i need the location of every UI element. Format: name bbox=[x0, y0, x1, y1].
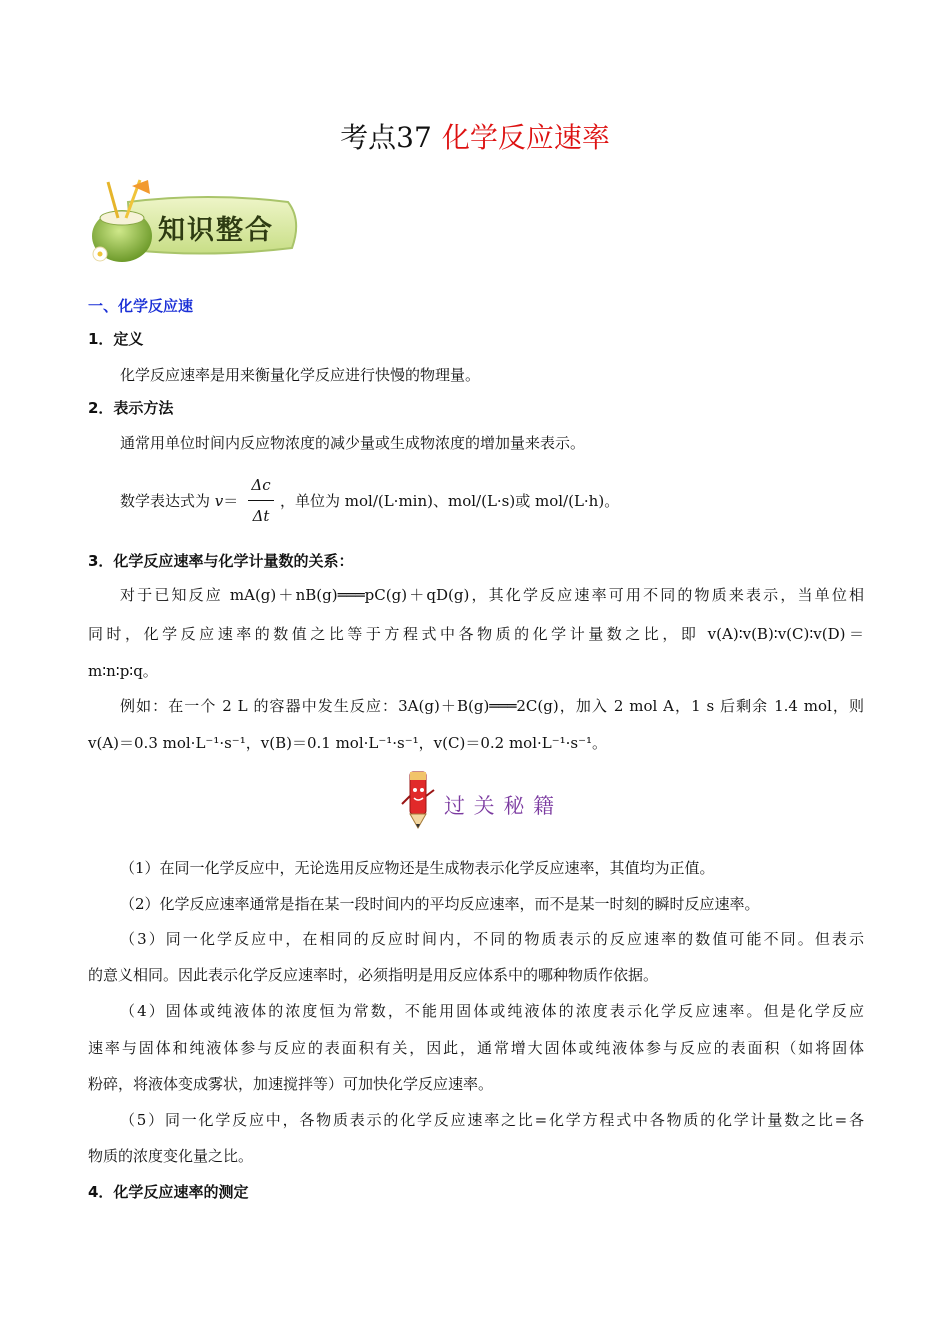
notation-text: 通常用单位时间内反应物浓度的减少量或生成物浓度的增加量来表示。 bbox=[120, 434, 586, 452]
tip-2: （2）化学反应速率通常是指在某一段时间内的平均反应速率，而不是某一时刻的瞬时反应速率。 bbox=[120, 895, 760, 913]
relation-heading: 3．化学反应速率与化学计量数的关系： bbox=[88, 552, 354, 570]
relation-line-1: 对于已知反应 mA(g)＋nB(g)═══pC(g)＋qD(g)，其化学反应速率可用不同的物质来表示，当单位相 bbox=[120, 586, 864, 604]
title-number: 考点37 bbox=[340, 121, 432, 154]
notation-heading: 2．表示方法 bbox=[88, 399, 174, 417]
example-line-2: v(A)＝0.3 mol·L⁻¹·s⁻¹，v(B)＝0.1 mol·L⁻¹·s⁻¹，v(C)＝0.2 mol·L⁻¹·s⁻¹。 bbox=[88, 734, 608, 752]
formula-v: v bbox=[214, 492, 224, 510]
example-line-1: 例如：在一个 2 L 的容器中发生反应：3A(g)＋B(g)═══2C(g)，加入 2 mol A，1 s 后剩余 1.4 mol，则 bbox=[120, 697, 864, 715]
title-name: 化学反应速率 bbox=[441, 121, 610, 154]
tip-4-line-2: 速率与固体和纯液体参与反应的表面积有关，因此，通常增大固体或纯液体参与反应的表面积（如将固体 bbox=[88, 1039, 864, 1057]
formula-line bbox=[120, 490, 238, 511]
formula-eq: ＝ bbox=[223, 492, 239, 510]
tip-4-line-1: （4）固体或纯液体的浓度恒为常数，不能用固体或纯液体的浓度表示化学反应速率。但是化学反应 bbox=[120, 1002, 864, 1020]
tip-5-line-2: 物质的浓度变化量之比。 bbox=[88, 1147, 254, 1165]
formula-suffix: ，单位为 mol/(L·min)、mol/(L·s)或 mol/(L·h)。 bbox=[280, 492, 620, 510]
section1-heading: 一、化学反应速 bbox=[88, 297, 194, 315]
tip-5-line-1: （5）同一化学反应中，各物质表示的化学反应速率之比=化学方程式中各物质的化学计量数之比=各 bbox=[120, 1111, 864, 1129]
measurement-heading: 4．化学反应速率的测定 bbox=[88, 1183, 249, 1201]
formula-prefix: 数学表达式为 bbox=[120, 492, 215, 510]
definition-heading: 1．定义 bbox=[88, 330, 144, 348]
formula-fraction bbox=[248, 476, 274, 525]
tip-3-line-1: （3）同一化学反应中，在相同的反应时间内，不同的物质表示的反应速率的数值可能不同。但表示 bbox=[120, 930, 864, 948]
tip-4-line-3: 粉碎，将液体变成雾状，加速搅拌等）可加快化学反应速率。 bbox=[88, 1075, 494, 1093]
knowledge-badge bbox=[88, 178, 304, 274]
fraction-numerator: Δc bbox=[251, 476, 271, 494]
relation-line-3: m∶n∶p∶q。 bbox=[88, 662, 158, 680]
fraction-bar bbox=[248, 500, 274, 501]
tips-banner bbox=[398, 768, 556, 838]
definition-text: 化学反应速率是用来衡量化学反应进行快慢的物理量。 bbox=[120, 366, 481, 384]
tip-3-line-2: 的意义相同。因此表示化学反应速率时，必须指明是用反应体系中的哪种物质作依据。 bbox=[88, 966, 659, 984]
page-title bbox=[0, 118, 950, 158]
fraction-denominator: Δt bbox=[252, 507, 270, 525]
tips-label: 过 关 秘 籍 bbox=[444, 794, 556, 818]
relation-line-2: 同时，化学反应速率的数值之比等于方程式中各物质的化学计量数之比，即 v(A)∶v(B)∶v(C)∶v(D)＝ bbox=[88, 625, 864, 643]
badge-label: 知识整合 bbox=[158, 215, 274, 246]
tip-1: （1）在同一化学反应中，无论选用反应物还是生成物表示化学反应速率，其值均为正值。 bbox=[120, 859, 715, 877]
pencil-icon bbox=[398, 768, 438, 834]
